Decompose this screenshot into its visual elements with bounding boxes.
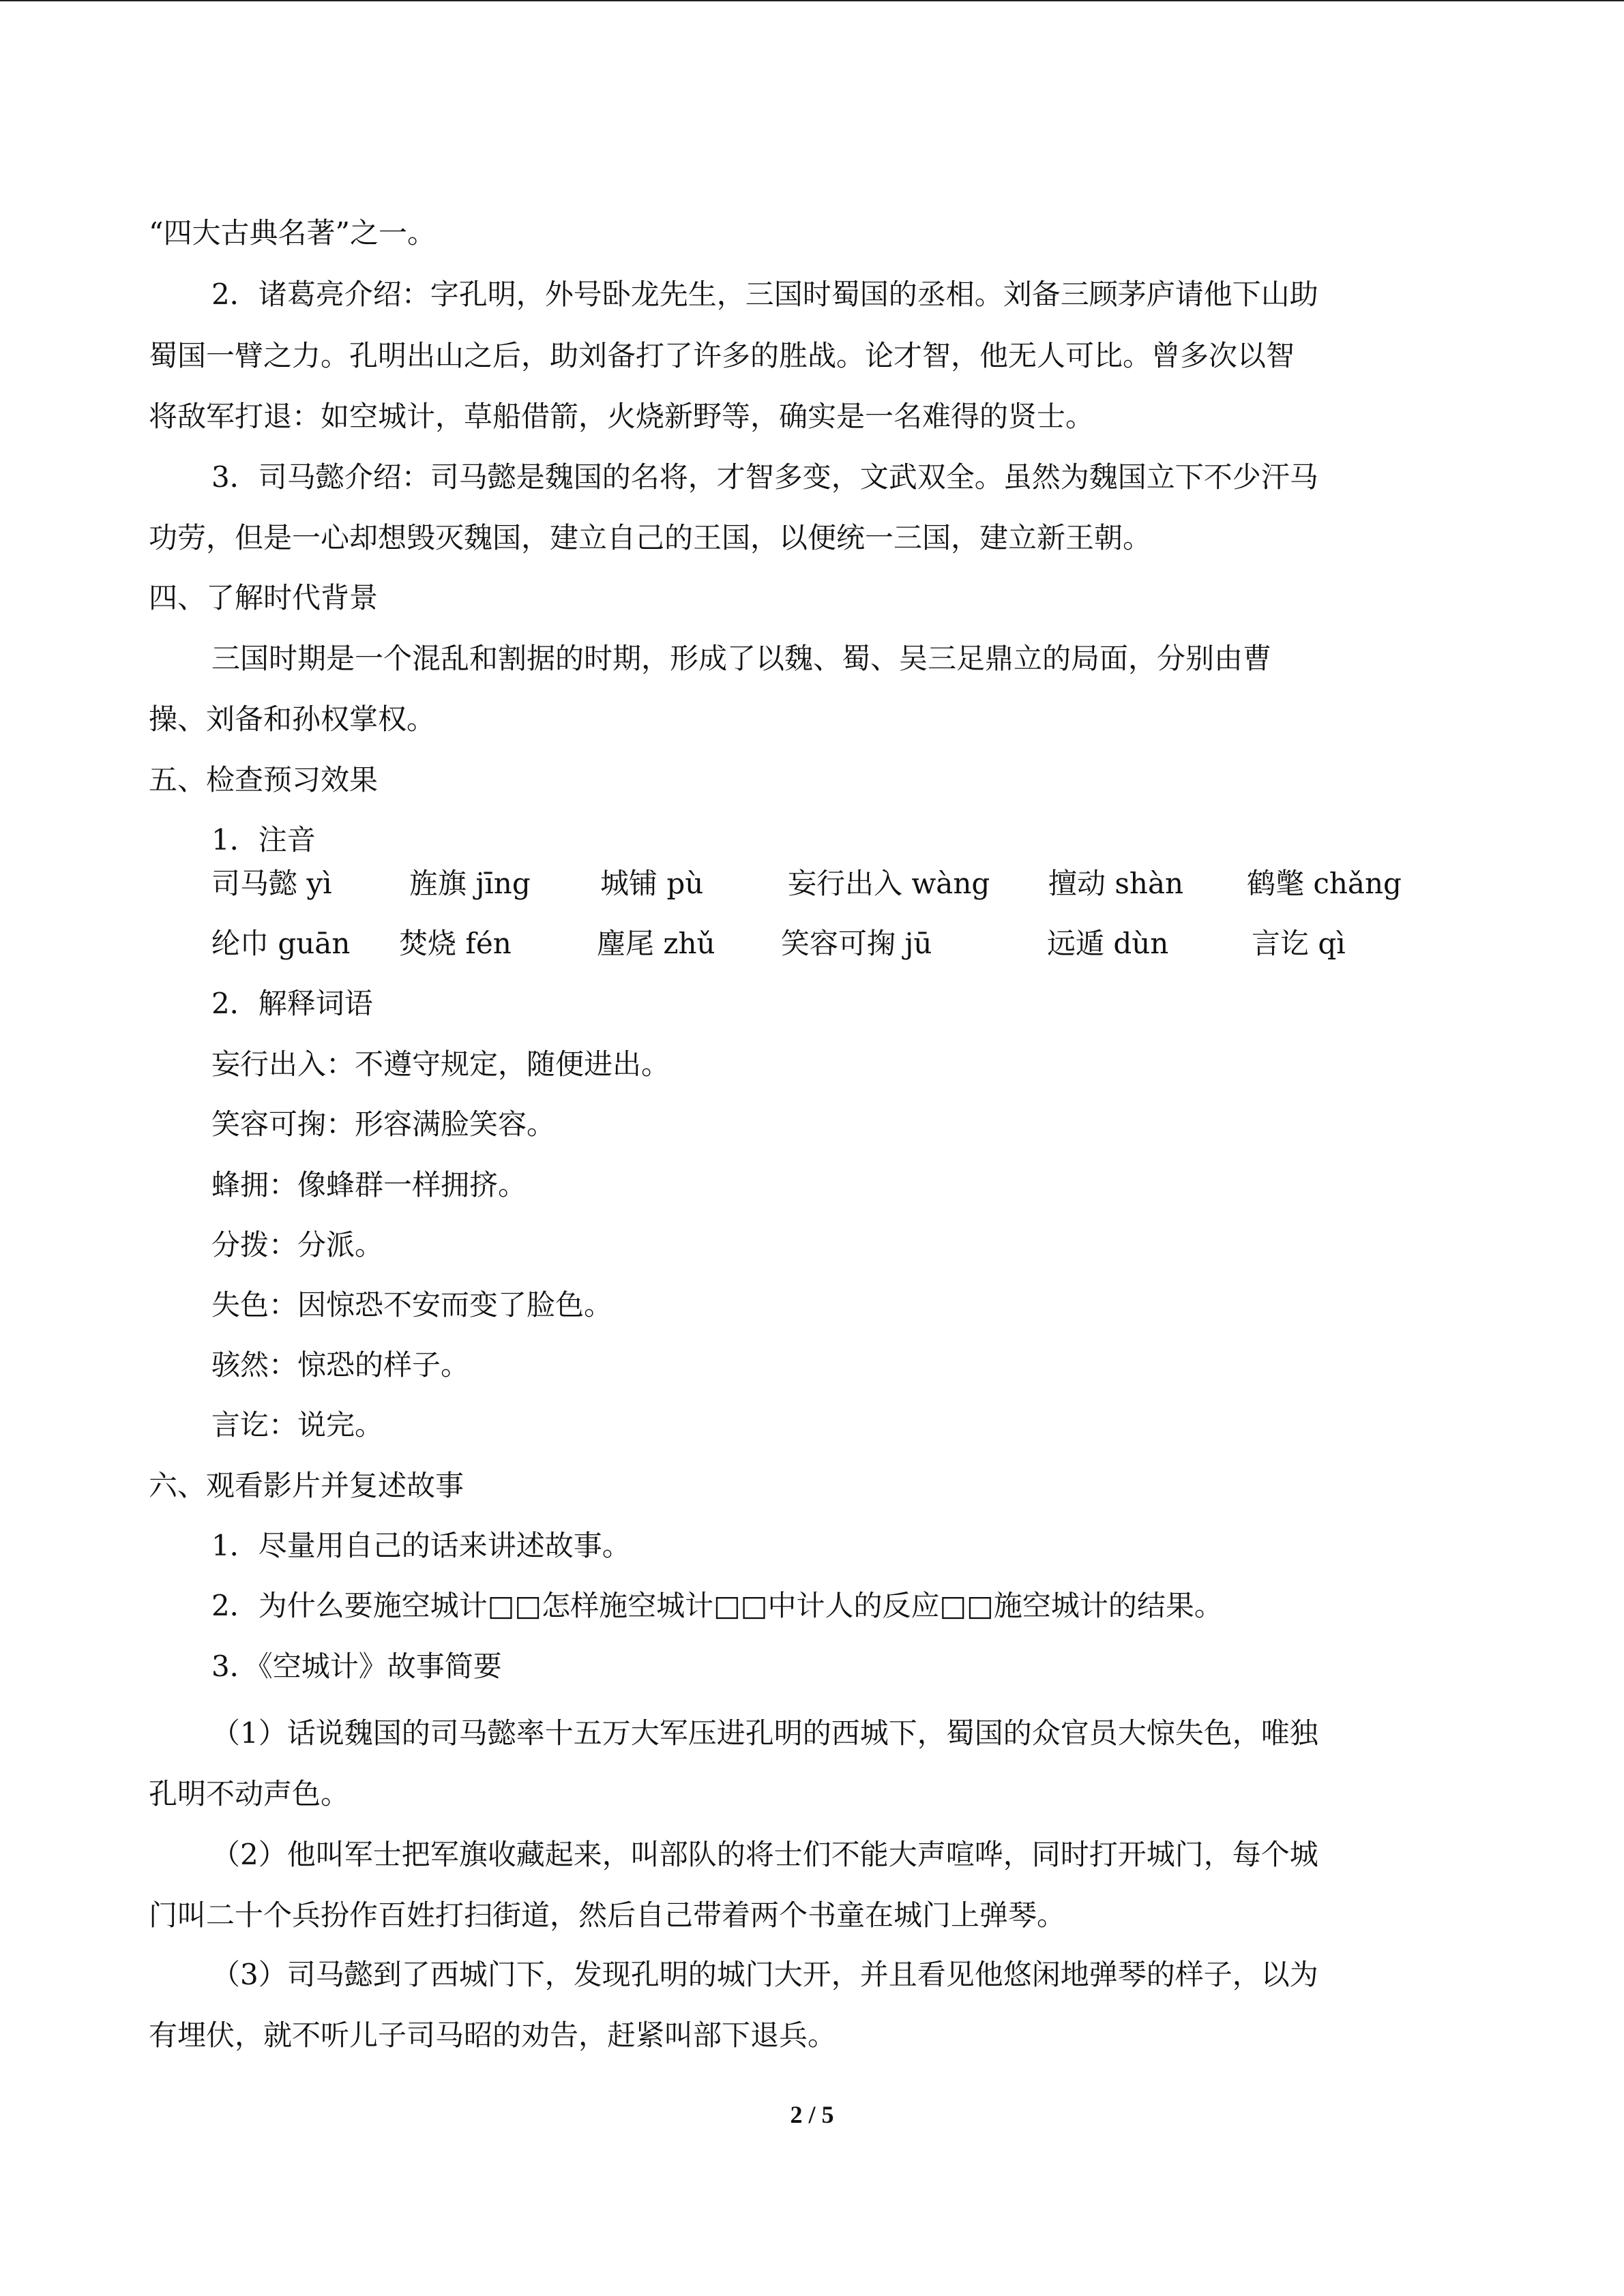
text-line: 1．尽量用自己的话来讲述故事。 <box>211 1529 631 1562</box>
definition-line: 笑容可掬：形容满脸笑容。 <box>211 1107 556 1141</box>
section-heading: 四、了解时代背景 <box>149 581 379 614</box>
text-line: 蜀国一臂之力。孔明出山之后，助刘备打了许多的胜战。论才智，他无人可比。曾多次以智 <box>149 339 1295 372</box>
top-border <box>0 0 1624 1</box>
text-line: 2．诸葛亮介绍：字孔明，外号卧龙先生，三国时蜀国的丞相。刘备三顾茅庐请他下山助 <box>211 278 1318 311</box>
text-line: 功劳，但是一心却想毁灭魏国，建立自己的王国，以便统一三国，建立新王朝。 <box>149 521 1152 554</box>
text-line: （2）他叫军士把军旗收藏起来，叫部队的将士们不能大声喧哗，同时打开城门，每个城 <box>211 1838 1318 1871</box>
pinyin-item: 妄行出入 wàng <box>788 867 990 900</box>
pinyin-item: 鹤氅 chǎng <box>1247 867 1402 900</box>
page-number: 2 / 5 <box>790 2101 834 2128</box>
pinyin-item: 焚烧 fén <box>399 927 512 960</box>
text-line: （3）司马懿到了西城门下，发现孔明的城门大开，并且看见他悠闲地弹琴的样子，以为 <box>211 1958 1318 1991</box>
text-line: 孔明不动声色。 <box>149 1777 350 1810</box>
definition-line: 分拨：分派。 <box>211 1228 384 1262</box>
text-line: （1）话说魏国的司马懿率十五万大军压进孔明的西城下，蜀国的众官员大惊失色，唯独 <box>211 1716 1318 1750</box>
section-heading: 五、检查预习效果 <box>149 763 379 796</box>
definition-line: 失色：因惊恐不安而变了脸色。 <box>211 1288 613 1322</box>
pinyin-item: 擅动 shàn <box>1048 867 1184 900</box>
text-line: 将敌军打退：如空城计，草船借箭，火烧新野等，确实是一名难得的贤士。 <box>149 400 1095 433</box>
subheading: 3．《空城计》故事简要 <box>211 1650 502 1683</box>
definition-line: 蜂拥：像蜂群一样拥挤。 <box>211 1168 527 1202</box>
pinyin-item: 言讫 qì <box>1252 927 1346 960</box>
text-line: “四大古典名著”之一。 <box>149 216 436 250</box>
text-line: 三国时期是一个混乱和割据的时期，形成了以魏、蜀、吴三足鼎立的局面，分别由曹 <box>211 642 1272 675</box>
pinyin-item: 笑容可掬 jū <box>781 927 932 960</box>
pinyin-item: 旌旗 jīng <box>409 867 531 900</box>
text-line: 3．司马懿介绍：司马懿是魏国的名将，才智多变，文武双全。虽然为魏国立下不少汗马 <box>211 460 1318 494</box>
pinyin-item: 城铺 pù <box>600 867 704 900</box>
section-heading: 六、观看影片并复述故事 <box>149 1469 464 1502</box>
pinyin-item: 远遁 dùn <box>1047 927 1169 960</box>
pinyin-item: 麈尾 zhǔ <box>597 927 715 960</box>
text-line: 操、刘备和孙权掌权。 <box>149 702 436 736</box>
text-line: 门叫二十个兵扮作百姓打扫街道，然后自己带着两个书童在城门上弹琴。 <box>149 1898 1066 1932</box>
text-line: 2．为什么要施空城计□□怎样施空城计□□中计人的反应□□施空城计的结果。 <box>211 1589 1223 1622</box>
definition-line: 骇然：惊恐的样子。 <box>211 1348 470 1382</box>
definition-line: 妄行出入：不遵守规定，随便进出。 <box>211 1047 670 1081</box>
definition-line: 言讫：说完。 <box>211 1408 384 1442</box>
text-line: 有埋伏，就不听儿子司马昭的劝告，赶紧叫部下退兵。 <box>149 2018 837 2052</box>
subheading: 1．注音 <box>211 823 316 856</box>
subheading: 2．解释词语 <box>211 987 373 1020</box>
pinyin-item: 纶巾 guān <box>211 927 351 960</box>
pinyin-item: 司马懿 yì <box>211 867 332 900</box>
